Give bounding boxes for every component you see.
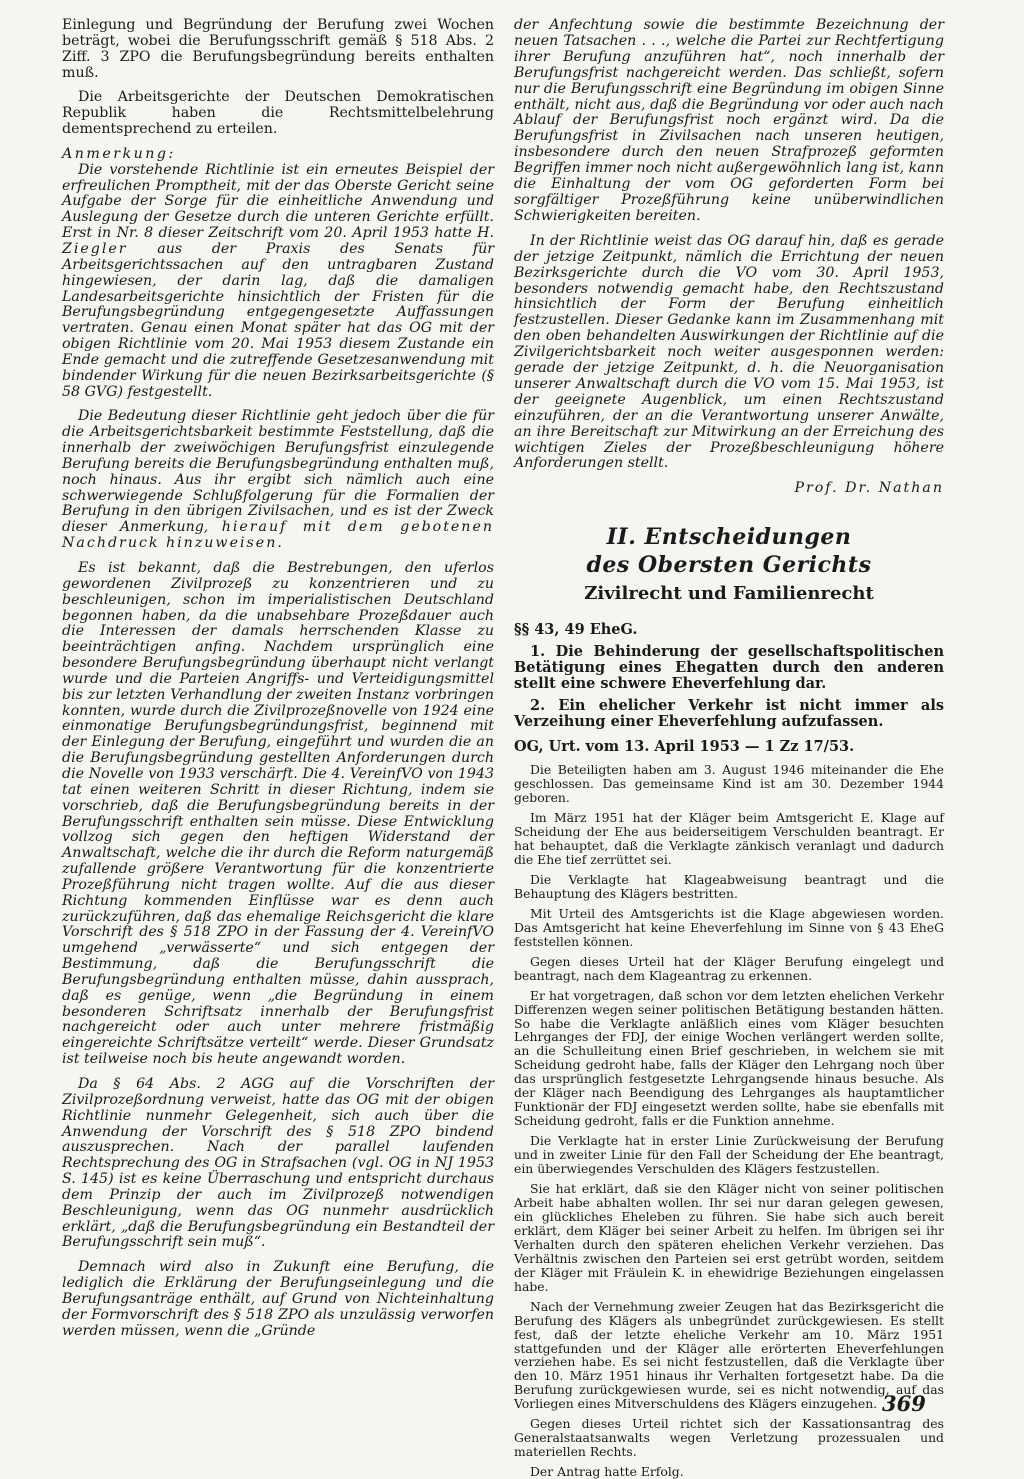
section-subtitle: Zivilrecht und Familienrecht (584, 583, 874, 605)
paragraph-zeitpunkt: In der Richtlinie weist das OG darauf hin, daß es gerade der jetzige Zeitpunkt, nämlich die Errichtung der neuen Bezirksgerichte durch die VO vom 30. April 1953, besonders notwendig gemacht habe, den Rechtszustand hinsichtlich der Form der Berufung einheitlich festzustellen. Dieser Gedanke kann im Zusammenhang mit den oben behandelten Auswirkungen der Richtlinie auf die Zivilgerichtsbarkeit noch weiter ausgesponnen werden: gerade der jetzige Zeitpunkt, d. h. die Neuorganisation unserer Anwaltschaft durch die VO vom 15. Mai 1953, ist der geeignete Augenblick, um einen Rechtszustand einzuführen, der an die Verantwortung unserer Anwälte, an ihre Bereitschaft zur Mitwirkung an der Erreichung des wichtigen Zieles der Prozeßbeschleunigung höhere Anforderungen stellt. (514, 232, 944, 472)
headnote-1: 1. Die Behinderung der gesellschaftspolitischen Betätigung eines Ehegatten durch den anderen stellt eine schwere Eheverfehlung dar. (514, 643, 944, 693)
section-title-line2: des Obersten Gerichts (586, 552, 872, 579)
paragraph-berufung-frist: Einlegung und Begründung der Berufung zwei Wochen beträgt, wobei die Berufungsschrift gemäß § 518 Abs. 2 Ziff. 3 ZPO die Berufungsbegründung bereits enthalten muß. (62, 17, 494, 81)
page-number: 369 (882, 1391, 926, 1416)
case-paragraph: Sie hat erklärt, daß sie den Kläger nicht von seiner politischen Arbeit habe abhalten wollen. Ihr sei nur daran gelegen gewesen, ein glückliches Eheleben zu führen. Sie habe sich auch bereit erklärt, dem Kläger bei seiner Arbeit zu helfen. Im übrigen sei ihr Verhalten durch den späteren ehelichen Verkehr verziehen. Das Verhältnis zwischen den Parteien sei erst getrübt worden, seitdem der Kläger mit Fräulein K. in ehewidrige Beziehungen eingelassen habe. (514, 1181, 944, 1294)
case-paragraph: Er hat vorgetragen, daß schon vor dem letzten ehelichen Verkehr Differenzen wegen seiner politischen Betätigung bestanden hätten. So habe die Verklagte anläßlich eines vom Kläger besuchten Lehrganges der FDJ, der einige Wochen verlängert werden sollte, an die Schulleitung einen Brief geschrieben, in welchem sie mit Scheidung gedroht habe, falls der Kläger den Lehrgang noch über das ursprünglich festgesetzte Lehrgangsende hinaus besuche. Als der Kläger nach Beendigung des Lehrganges als hauptamtlicher Funktionär der FDJ eingesetzt werden sollte, habe sie ebenfalls mit Scheidung gedroht, falls er die Funktion annehme. (514, 987, 944, 1129)
remark-text-a: Die vorstehende Richtlinie ist ein erneutes Beispiel der erfreulichen Promptheit, mit der das Oberste Gericht seine Aufgabe der Sorge für die einheitliche Anwendung und Auslegung der Gesetze durch die unteren Gerichte erfüllt. Erst in Nr. 8 dieser Zeitschrift vom 20. April 1953 hatte H. (62, 161, 494, 242)
case-paragraph: Im März 1951 hat der Kläger beim Amtsgericht E. Klage auf Scheidung der Ehe aus beiderseitigem Verschulden beantragt. Er hat behauptet, daß die Verklagte zänkisch veranlagt und dadurch die Ehe tief zerrüttet sei. (514, 810, 944, 867)
emphasis-spaced-text: hierauf mit dem gebotenen Nachdruck hinzuweisen. (62, 519, 494, 552)
paragraph-anfechtung: der Anfechtung sowie die bestimmte Bezeichnung der neuen Tatsachen . . ., welche die Partei zur Rechtfertigung ihrer Berufung anzuführen hat“, noch innerhalb der Berufungsfrist nachgereicht werden. Das schließt, sofern nur die Berufungsschrift eine Begründung im obigen Sinne enthält, nicht aus, daß die Begründung vor oder auch nach Ablauf der Berufungsfrist noch ergänzt wird. Da die Berufungsfrist in Zivilsachen nach unseren heutigen, insbesondere durch den neuen Strafprozeß geformten Begriffen immer noch nicht außergewöhnlich lang ist, kann die Einhaltung der vom OG geforderten Form bei sorgfältiger Prozeßführung keine unüberwindlichen Schwierigkeiten bereiten. (514, 17, 944, 224)
case-paragraph: Gegen dieses Urteil richtet sich der Kassationsantrag des Generalstaatsanwalts wegen Verletzung prozessualen und materiellen Rechts. (514, 1416, 944, 1460)
case-paragraph: Gegen dieses Urteil hat der Kläger Berufung eingelegt und beantragt, nach dem Klageantrag zu erkennen. (514, 953, 944, 983)
remark-text-b: aus der Praxis des Senats für Arbeitsgerichtssachen auf den untragbaren Zustand hingewiesen, der darin lag, daß die damaligen Landesarbeitsgerichte hinsichtlich der Fristen für die Berufungsbegründung entgegengesetzte Auffassungen vertraten. Genau einen Monat später hat das OG mit der obigen Richtlinie vom 20. Mai 1953 diesem Zustande ein Ende gemacht und die zutreffende Gesetzesanwendung mit bindender Wirkung für die neuen Bezirksarbeitsgerichte (§ 58 GVG) festgestellt. (62, 240, 494, 400)
headnote-2: 2. Ein ehelicher Verkehr ist nicht immer als Verzeihung einer Eheverfehlung aufzufassen. (514, 697, 944, 731)
significance-text: Die Bedeutung dieser Richtlinie geht jedoch über die für die Arbeitsgerichtsbarkeit bestimmte Feststellung, daß die innerhalb der zweiwöchigen Berufungsfrist einzulegende Berufung bereits die Berufungsbegründung enthalten muß, noch hinaus. Aus ihr ergibt sich nämlich auch eine schwerwiegende Schlußfolgerung für die Formalien der Berufung in den übrigen Zivilsachen, und es ist der Zweck dieser Anmerkung, (62, 408, 494, 536)
paragraph-rechtsmittelbelehrung: Die Arbeitsgerichte der Deutschen Demokratischen Republik haben die Rechtsmittelbelehrung dementsprechend zu erteilen. (62, 89, 494, 138)
left-column (62, 18, 494, 1363)
case-paragraph: Die Verklagte hat in erster Linie Zurückweisung der Berufung und in zweiter Linie für den Fall der Scheidung der Ehe beantragt, ein überwiegendes Verschulden des Klägers festzustellen. (514, 1133, 944, 1177)
case-paragraph: Die Beteiligten haben am 3. August 1946 miteinander die Ehe geschlossen. Das gemeinsame Kind ist am 30. Dezember 1944 geboren. (514, 762, 944, 806)
paragraph-remark-intro (62, 163, 494, 401)
case-body (514, 763, 944, 1479)
author-name-ziegler: Ziegler (62, 240, 128, 257)
case-paragraph: Der Antrag hatte Erfolg. (530, 1464, 684, 1479)
paragraph-conclusion: Demnach wird also in Zukunft eine Berufung, die lediglich die Erklärung der Berufungseinlegung und die Berufungsanträge enthält, auf Grund von Nichteinhaltung der Formvorschrift des § 518 ZPO als unzulässig verworfen werden müssen, wenn die „Gründe (62, 1259, 494, 1339)
section-title-line1: II. Entscheidungen (606, 524, 852, 551)
author-signature: Prof. Dr. Nathan (794, 480, 944, 497)
paragraph-significance (62, 409, 494, 552)
case-paragraph: Nach der Vernehmung zweier Zeugen hat das Bezirksgericht die Berufung des Klägers als unbegründet zurückgewiesen. Es stellt fest, daß der letzte eheliche Verkehr am 10. März 1951 stattgefunden und der Kläger alle erörterten Eheverfehlungen verziehen habe. Es sei nicht festzustellen, daß die Verklagte über den 10. März 1951 hinaus ihr Verhalten fortgesetzt habe. Da die Berufung zurückgewiesen wurde, sei es nicht notwendig, auf das Vorliegen eines Mitverschuldens des Klägers einzugehen. (514, 1298, 944, 1412)
case-citation: OG, Urt. vom 13. April 1953 — 1 Zz 17/53. (514, 738, 855, 756)
case-paragraph: Mit Urteil des Amtsgerichts ist die Klage abgewiesen worden. Das Amtsgericht hat keine Eheverfehlung im Sinne von § 43 EheG feststellen können. (514, 905, 944, 949)
remark-heading: Anmerkung: (62, 145, 176, 162)
statute-reference: §§ 43, 49 EheG. (514, 621, 638, 639)
remark-continuation (514, 18, 944, 497)
paragraph-history: Es ist bekannt, daß die Bestrebungen, den uferlos gewordenen Zivilprozeß zu konzentrieren und zu beschleunigen, schon im imperialistischen Deutschland begonnen haben, da die unabsehbare Prozeßdauer auch die Interessen der damals herrschenden Klasse zu beeinträchtigen anfing. Nachdem ursprünglich eine besondere Berufungsbegründung überhaupt nicht verlangt wurde und die Parteien Angriffs- und Verteidigungsmittel bis zur letzten Verhandlung der zweiten Instanz vorbringen konnten, wurde durch die Zivilprozeßnovelle von 1924 eine einmonatige Berufungsbegründungsfrist, beginnend mit der Einlegung der Berufung, eingeführt und wurden die an die Berufungsbegründung gestellten Anforderungen durch die Novelle von 1933 verschärft. Die 4. VereinfVO von 1943 tat einen weiteren Schritt in dieser Richtung, indem sie vorschrieb, daß die Berufungsbegründung bereits in der Berufungsschrift enthalten sein müsse. Diese Entwicklung vollzog sich gegen den heftigen Widerstand der Anwaltschaft, welche die ihr durch die Reform naturgemäß zufallende größere Verantwortung für die konzentrierte Prozeßführung nicht tragen wollte. Auf die aus dieser Richtung kommenden Einflüsse war es denn auch zurückzuführen, daß das ehemalige Reichsgericht die klare Vorschrift des § 518 ZPO in der Fassung der 4. VereinfVO umgehend „verwässerte“ und sich entgegen der Bestimmung, daß die Berufungsschrift die Berufungsbegründung enthalten müsse, dahin aussprach, daß es genüge, wenn „die Begründung in einem besonderen Schriftsatz innerhalb der Berufungsfrist nachgereicht oder auch unter mehrere fristmäßig eingereichte Schriftsätze verteilt“ werde. Dieser Grundsatz ist teilweise noch bis heute angewandt worden. (62, 560, 494, 1068)
case-paragraph: Die Verklagte hat Klageabweisung beantragt und die Behauptung des Klägers bestritten. (514, 871, 944, 901)
paragraph-agg: Da § 64 Abs. 2 AGG auf die Vorschriften der Zivilprozeßordnung verweist, hatte das OG mit der obigen Richtlinie nunmehr Gelegenheit, sich auch über die Anwendung der Vorschrift des § 518 ZPO bindend auszusprechen. Nach der parallel laufenden Rechtsprechung des OG in Strafsachen (vgl. OG in NJ 1953 S. 145) ist es keine Überraschung und entspricht durchaus dem Prinzip der auch im Zivilprozeß notwendigen Beschleunigung, wenn das OG nunmehr ausdrücklich erklärt, „daß die Berufungsbegründung ein Bestandteil der Berufungsschrift sein muß“. (62, 1076, 494, 1251)
section-heading (514, 523, 944, 607)
